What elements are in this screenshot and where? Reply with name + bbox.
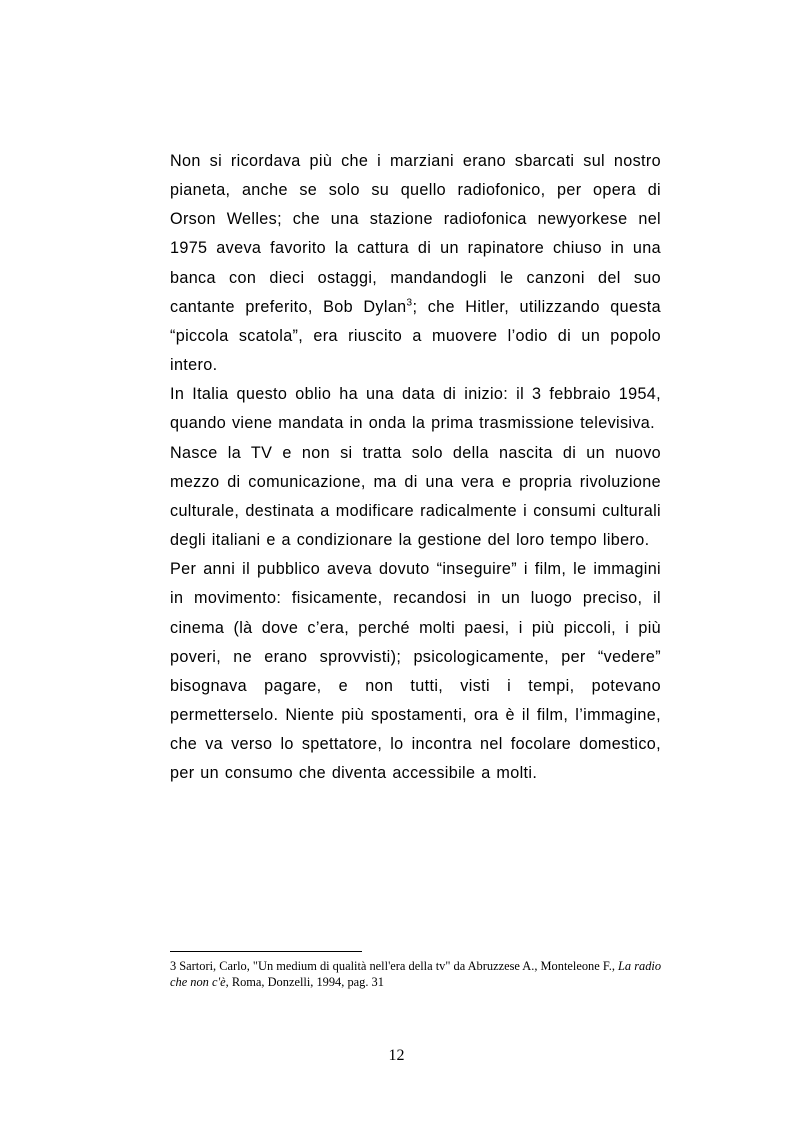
paragraph-4: Per anni il pubblico aveva dovuto “inseguire” i film, le immagini in movimento: fisicamente, recandosi in un luogo preciso, il cinema (là dove c’era, perché molti paesi, i più piccoli, i più poveri, ne erano sprovvisti); psicologicamente, per “vedere” bisognava pagare, e non tutti, visti i tempi, potevano permetterselo. Niente più spostamenti, ora è il film, l’immagine, che va verso lo spettatore, lo incontra nel focolare domestico, per un consumo che diventa accessibile a molti. (170, 560, 661, 783)
body-text (170, 147, 661, 788)
paragraph-1 (170, 147, 661, 380)
footnote (170, 958, 665, 990)
footnote-reference[interactable]: 3 (406, 297, 413, 309)
page-number: 12 (388, 1047, 405, 1064)
footnote-text-end: , Roma, Donzelli, 1994, pag. 31 (225, 975, 384, 989)
footnote-book-title: La radio che non c'è (170, 959, 662, 989)
footnote-separator (170, 951, 362, 952)
paragraph-1-text-end: ; che Hitler, utilizzando questa “piccola scatola”, era riuscito a muovere l’odio di un popolo intero. (170, 297, 661, 375)
footnote-text-start: 3 Sartori, Carlo, "Un medium di qualità nell'era della tv" da Abruzzese A., Monteleone F., (170, 959, 619, 973)
paragraph-3: Nasce la TV e non si tratta solo della nascita di un nuovo mezzo di comunicazione, ma di una vera e propria rivoluzione culturale, destinata a modificare radicalmente i consumi culturali degli italiani e a condizionare la gestione del loro tempo libero. (170, 443, 661, 550)
paragraph-2: In Italia questo oblio ha una data di inizio: il 3 febbraio 1954, quando viene mandata in onda la prima trasmissione televisiva. (170, 385, 661, 433)
paragraph-1-text-start: Non si ricordava più che i marziani erano sbarcati sul nostro pianeta, anche se solo su quello radiofonico, per opera di Orson Welles; che una stazione radiofonica newyorkese nel 1975 aveva favorito la cattura di un rapinatore chiuso in una banca con dieci ostaggi, mandandogli le canzoni del suo cantante preferito, Bob Dylan (170, 152, 661, 316)
